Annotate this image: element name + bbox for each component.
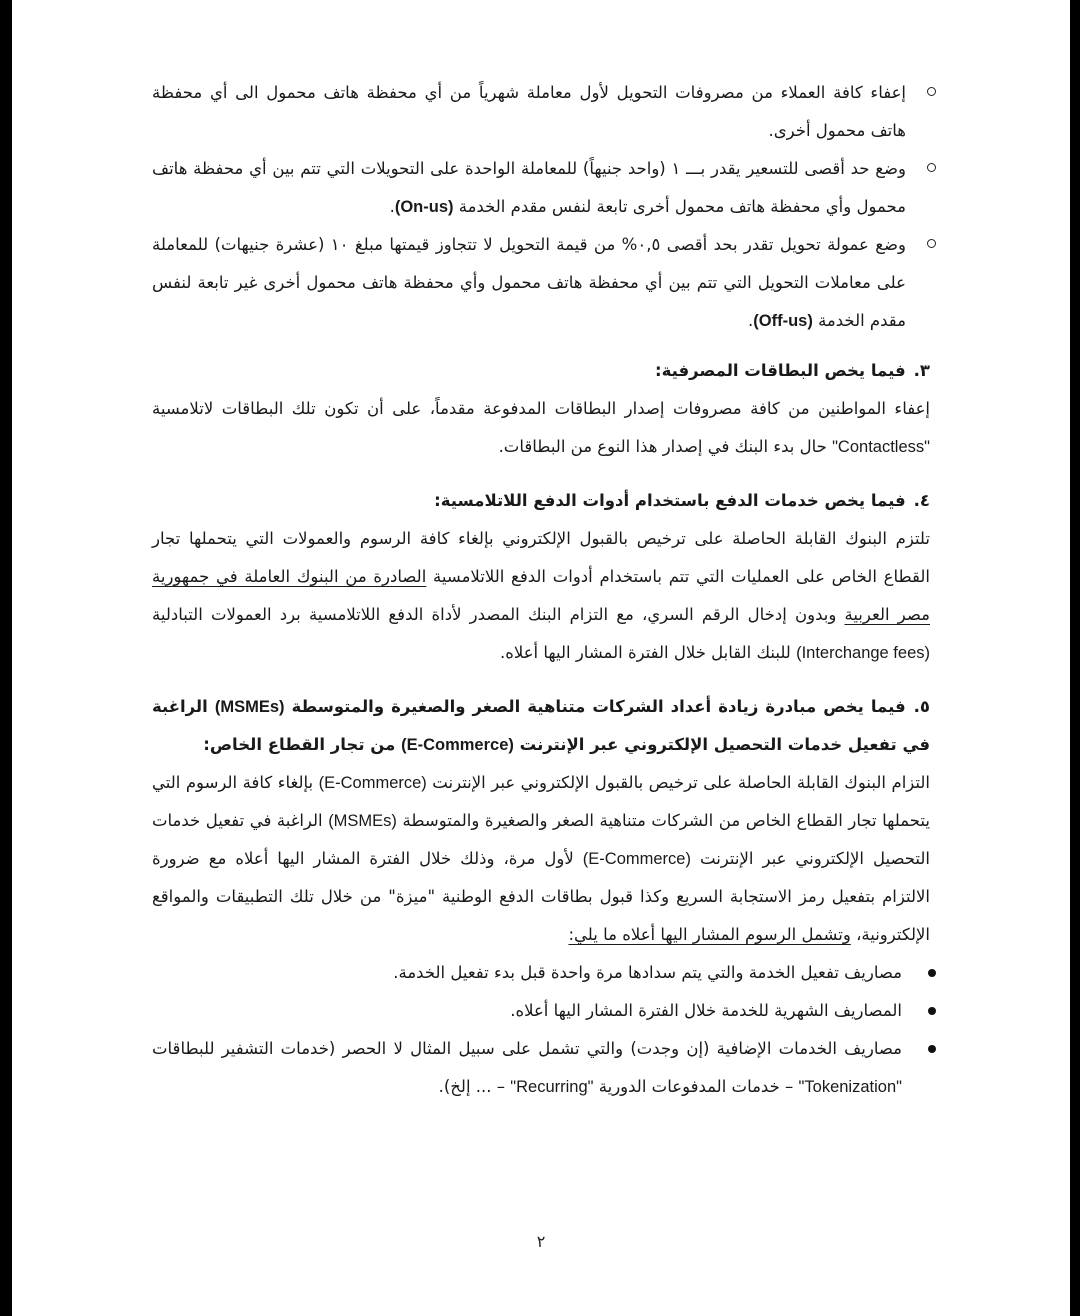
document-page xyxy=(12,0,1070,1316)
bullet-dot-icon xyxy=(928,969,936,977)
document-body xyxy=(152,74,930,1106)
page-number: ٢ xyxy=(536,1232,546,1251)
circle-bullet-icon xyxy=(927,239,936,248)
circle-bullet-icon xyxy=(927,163,936,172)
list-item: وضع حد أقصى للتسعير يقدر بـــ ١ (واحد جنيهاً) للمعاملة الواحدة على التحويلات التي تتم بين أي محفظة هاتف محمول وأي محفظة هاتف محمول أخرى تابعة لنفس مقدم الخدمة (On-us). xyxy=(152,150,930,226)
list-item: مصاريف الخدمات الإضافية (إن وجدت) والتي تشمل على سبيل المثال لا الحصر (خدمات التشفير للبطاقات "Tokenization" – خدمات المدفوعات الدورية "Recurring" – ... إلخ). xyxy=(152,1030,930,1106)
circle-bullet-icon xyxy=(927,87,936,96)
bullet-dot-icon xyxy=(928,1045,936,1053)
underlined-text: الصادرة من البنوك العاملة في جمهورية مصر العربية xyxy=(152,567,931,624)
underlined-text: وتشمل الرسوم المشار اليها أعلاه ما يلي: xyxy=(568,925,851,944)
section-body: التزام البنوك القابلة الحاصلة على ترخيص بالقبول الإلكتروني عبر الإنترنت (E-Commerce) بإلغاء كافة الرسوم التي يتحملها تجار القطاع الخاص من الشركات متناهية الصغر والصغيرة والمتوسطة (MSMEs) الراغبة في تفعيل خدمات التحصيل الإلكتروني عبر الإنترنت (E-Commerce) لأول مرة، وذلك خلال الفترة المشار اليها أعلاه مع ضرورة الالتزام بتفعيل رمز الاستجابة السريع وكذا قبول بطاقات الدفع الوطنية "ميزة" من خلال تلك التطبيقات والمواقع الإلكترونية، وتشمل الرسوم المشار اليها أعلاه ما يلي: xyxy=(152,773,931,944)
list-item: مصاريف تفعيل الخدمة والتي يتم سدادها مرة واحدة قبل بدء تفعيل الخدمة. xyxy=(152,954,930,992)
section-body: تلتزم البنوك القابلة الحاصلة على ترخيص بالقبول الإلكتروني بإلغاء كافة الرسوم والعمولات التي يتحملها تجار القطاع الخاص على العمليات التي تتم باستخدام أدوات الدفع اللاتلامسية الصادرة من البنوك العاملة في جمهورية مصر العربية وبدون إدخال الرقم السري، مع التزام البنك المصدر لأداة الدفع اللاتلامسية برد العمولات التبادلية (Interchange fees) للبنك القابل خلال الفترة المشار اليها أعلاه. xyxy=(152,529,931,662)
section-heading: ٤.فيما يخص خدمات الدفع باستخدام أدوات الدفع اللاتلامسية: xyxy=(434,491,930,510)
list-item: وضع عمولة تحويل تقدر بحد أقصى ٠,٥% من قيمة التحويل لا تتجاوز قيمتها مبلغ ١٠ (عشرة جنيهات) للمعاملة على معاملات التحويل التي تتم بين أي محفظة هاتف محمول وأي محفظة هاتف محمول أخرى غير تابعة لنفس مقدم الخدمة (Off-us). xyxy=(152,226,930,340)
bullet-dot-icon xyxy=(928,1007,936,1015)
section-heading: ٣.فيما يخص البطاقات المصرفية: xyxy=(654,361,930,380)
section-heading: ٥.فيما يخص مبادرة زيادة أعداد الشركات متناهية الصغر والصغيرة والمتوسطة (MSMEs) الراغبة في تفعيل خدمات التحصيل الإلكتروني عبر الإنترنت (E-Commerce) من تجار القطاع الخاص: xyxy=(152,697,930,754)
list-item: المصاريف الشهرية للخدمة خلال الفترة المشار اليها أعلاه. xyxy=(152,992,930,1030)
list-item: إعفاء كافة العملاء من مصروفات التحويل لأول معاملة شهرياً من أي محفظة هاتف محمول الى أي محفظة هاتف محمول أخرى. xyxy=(152,74,930,150)
section-body: إعفاء المواطنين من كافة مصروفات إصدار البطاقات المدفوعة مقدماً، على أن تكون تلك البطاقات لاتلامسية "Contactless" حال بدء البنك في إصدار هذا النوع من البطاقات. xyxy=(152,399,930,456)
